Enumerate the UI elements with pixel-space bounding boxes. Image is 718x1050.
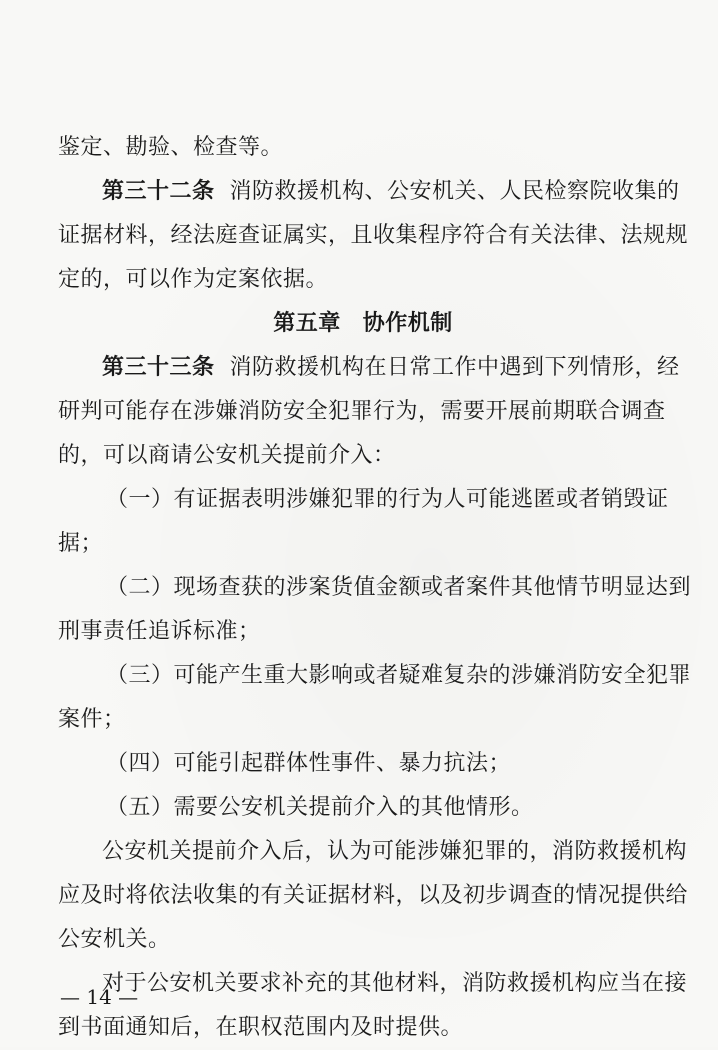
article-text: 消防救援机构在日常工作中遇到下列情形，经 [229, 355, 680, 380]
text-line: 研判可能存在涉嫌消防安全犯罪行为，需要开展前期联合调查 [58, 399, 666, 424]
text-line: 证据材料，经法庭查证属实，且收集程序符合有关法律、法规规 [58, 223, 689, 248]
text-line: 据； [58, 531, 104, 556]
text-line: 鉴定、勘验、检查等。 [58, 135, 284, 160]
list-item: （五）需要公安机关提前介入的其他情形。 [106, 795, 534, 820]
chapter-title: 协作机制 [362, 311, 453, 336]
text-line: 到书面通知后，在职权范围内及时提供。 [58, 1015, 464, 1040]
article-33 [58, 346, 680, 390]
article-32 [58, 170, 680, 214]
list-item: （二）现场查获的涉案货值金额或者案件其他情节明显达到 [106, 575, 692, 600]
page-number: — 14 — [60, 985, 139, 1009]
paragraph-start: 对于公安机关要求补充的其他材料，消防救援机构应当在接 [102, 971, 688, 996]
text-line: 的，可以商请公安机关提前介入： [58, 443, 396, 468]
text-line: 定的，可以作为定案依据。 [58, 267, 329, 292]
list-item: （一）有证据表明涉嫌犯罪的行为人可能逃匿或者销毁证 [106, 487, 669, 512]
document-body [58, 126, 692, 1050]
list-item: （四）可能引起群体性事件、暴力抗法； [106, 751, 512, 776]
chapter-number: 第五章 [273, 311, 341, 336]
chapter-heading [58, 302, 658, 346]
article-number: 第三十二条 [102, 179, 215, 204]
text-line: 公安机关。 [58, 927, 171, 952]
article-number: 第三十三条 [102, 355, 215, 380]
paragraph-start: 公安机关提前介入后，认为可能涉嫌犯罪的，消防救援机构 [102, 839, 688, 864]
text-line: 案件； [58, 707, 126, 732]
text-line: 刑事责任追诉标准； [58, 619, 261, 644]
article-text: 消防救援机构、公安机关、人民检察院收集的 [229, 179, 680, 204]
list-item: （三）可能产生重大影响或者疑难复杂的涉嫌消防安全犯罪 [106, 663, 692, 688]
text-line: 应及时将依法收集的有关证据材料，以及初步调查的情况提供给 [58, 883, 689, 908]
